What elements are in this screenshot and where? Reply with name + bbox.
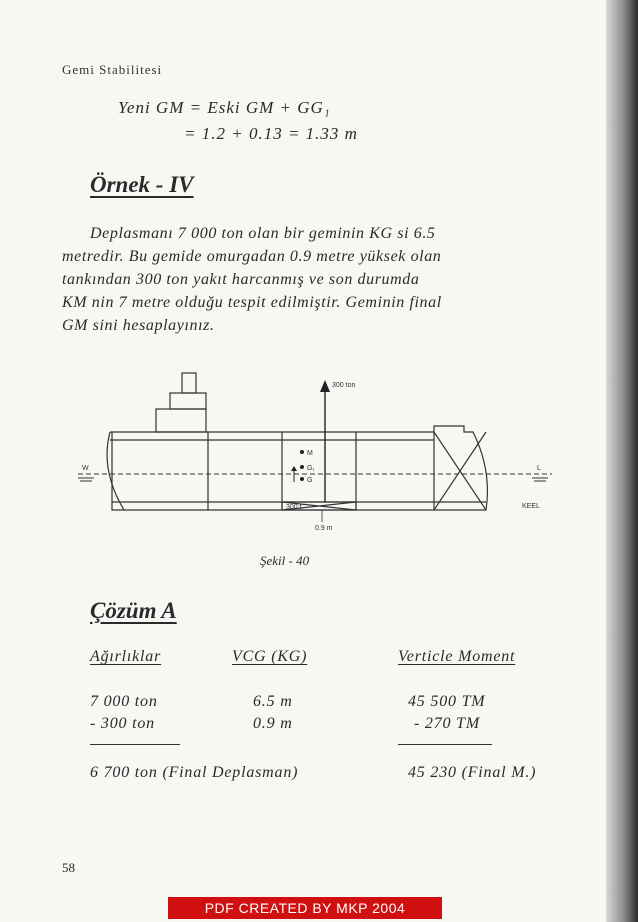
label-g1: G₁ [307,465,315,472]
page-number: 58 [62,860,75,875]
running-header: Gemi Stabilitesi [62,62,163,77]
solution-title: Çözüm A [90,598,177,623]
ship-diagram [60,360,560,545]
bridge-lower [156,409,206,432]
label-g: G [307,477,313,484]
paragraph-line-1: Deplasmanı 7 000 ton olan bir geminin KG si 6.5 [90,225,436,242]
final-displacement: 6 700 ton (Final Deplasman) [90,764,299,781]
sum-line-weights [90,744,180,745]
paragraph-line-5: GM sini hesaplayınız. [62,317,215,334]
paragraph-line-2: metredir. Bu gemide omurgadan 0.9 metre yüksek olan [62,248,442,265]
equation-line-2: = 1.2 + 0.13 = 1.33 m [184,124,358,143]
paragraph-line-3: tankından 300 ton yakıt harcanmış ve son durumda [62,271,420,288]
g-shift-arrow-head [291,466,297,471]
header-moment: Verticle Moment [398,648,516,665]
label-l: L [537,465,541,472]
funnel [182,373,196,393]
stern-curve [107,432,124,510]
force-arrow-head [320,380,330,392]
height-label: 0.9 m [315,525,333,532]
paragraph-line-4: KM nin 7 metre olduğu tespit edilmiştir. Geminin final [62,294,442,311]
cell-vcg-1: 6.5 m [253,693,293,710]
label-w: W [82,465,89,472]
header-weights: Ağırlıklar [90,648,162,665]
final-moment: 45 230 (Final M.) [408,764,537,781]
point-g [300,477,304,481]
keel-label: KEEL [522,503,540,510]
label-m: M [307,450,313,457]
bridge-upper [170,393,206,409]
header-vcg: VCG (KG) [232,648,308,665]
example-title: Örnek - IV [90,172,194,197]
cell-moment-1: 45 500 TM [408,693,486,710]
equation-line-1: Yeni GM = Eski GM + GG₁ [118,98,331,117]
point-g1 [300,465,304,469]
cell-weight-2: - 300 ton [90,715,155,732]
cell-moment-2: - 270 TM [414,715,480,732]
sum-line-moments [398,744,492,745]
point-m [300,450,304,454]
force-label: 300 ton [332,382,356,389]
hull-outline [110,426,487,510]
pdf-creator-banner: PDF CREATED BY MKP 2004 [168,897,442,919]
cell-weight-1: 7 000 ton [90,693,158,710]
tank-label: 300 t [286,504,302,511]
cell-vcg-2: 0.9 m [253,715,293,732]
figure-caption: Şekil - 40 [260,553,310,568]
page-binding-shadow [606,0,638,922]
